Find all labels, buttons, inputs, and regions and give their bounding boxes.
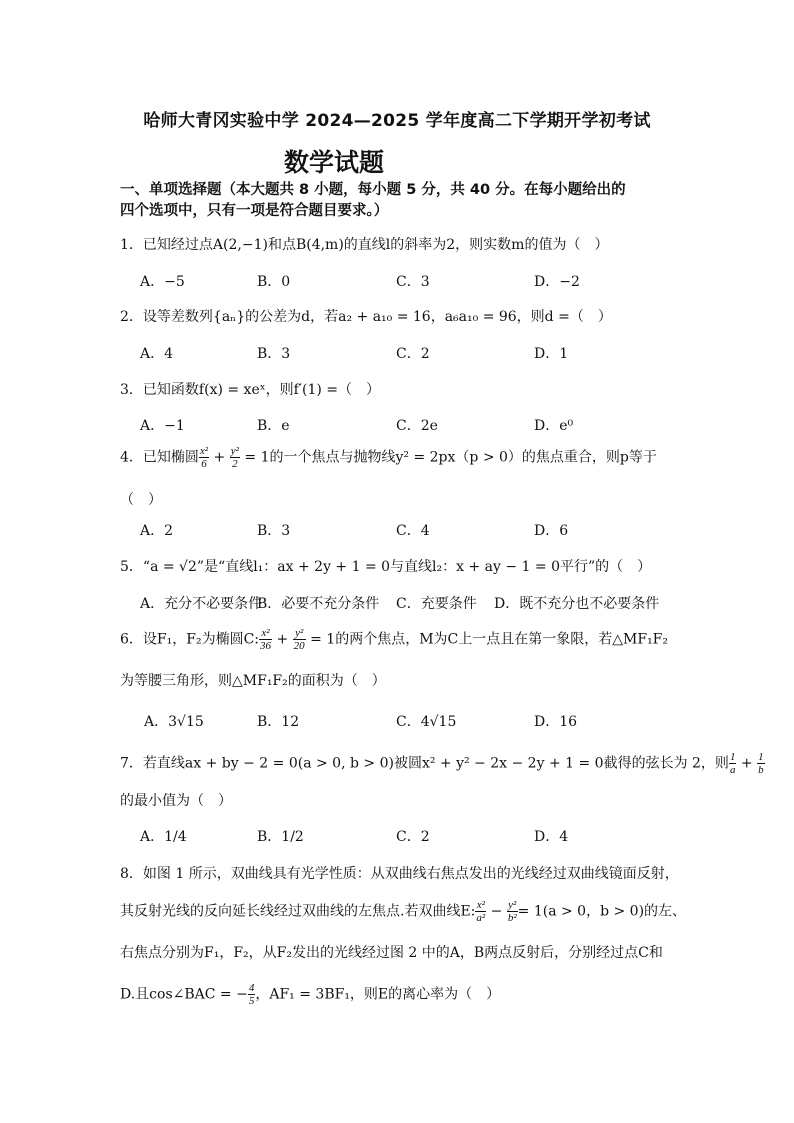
section-heading-line-1: 一、单项选择题（本大题共 8 小题，每小题 5 分，共 40 分。在每小题给出的: [120, 182, 626, 198]
question-6-number: 6．: [120, 631, 143, 648]
question-3-number: 3．: [120, 382, 143, 398]
question-4-text-a: 已知椭圆: [142, 449, 199, 466]
question-1-number: 1．: [120, 237, 143, 253]
ellipse-y-term: $\frac{\text{y²}}{2}$: [230, 445, 239, 470]
q5-option-b: B．必要不充分条件: [257, 596, 380, 612]
ellipse-c-x-term: $\frac{\text{x²}}{36}$: [260, 627, 272, 652]
q3-option-c: C．2e: [396, 418, 438, 434]
q1-option-a: A．−5: [140, 274, 185, 290]
question-6-continued: 为等腰三角形，则△MF₁F₂的面积为（ ）: [120, 673, 386, 689]
question-8-text-d2: ，AF₁ = 3BF₁，则E的离心率为（ ）: [255, 986, 501, 1003]
question-6-text-a: 设F₁，F₂为椭圆C:: [142, 631, 260, 648]
question-5-text: “a = √2”是“直线l₁：ax + 2y + 1 = 0与直线l₂：x + ay − 1 = 0平行”的（ ）: [142, 559, 652, 575]
question-8-number: 8．: [120, 866, 143, 882]
q4-option-c: C．4: [396, 523, 430, 539]
hyperbola-y-term: $\frac{\text{y²}}{\text{b²}}$: [507, 899, 517, 924]
section-heading: [120, 180, 680, 222]
question-5: [120, 556, 651, 576]
question-4: 4．已知椭圆 $\frac{\text{x²}}{6}$ + $\frac{\text{y²}}{2}$ = 1的一个焦点与抛物线y² = 2px（p > 0）的焦点重合，则p等于: [120, 445, 657, 470]
question-6: 6．设F₁，F₂为椭圆C: $\frac{\text{x²}}{36}$ + $\frac{\text{y²}}{20}$ = 1的两个焦点，M为C上一点且在第一象限，若△MF₁F₂: [120, 627, 669, 652]
question-2-number: 2．: [120, 309, 143, 325]
q6-option-c: C．4√15: [396, 714, 457, 730]
q4-option-d: D．6: [534, 523, 569, 539]
q2-option-c: C．2: [396, 346, 430, 362]
q6-option-d: D．16: [534, 714, 578, 730]
question-8-line-2: 其反射光线的反向延长线经过双曲线的左焦点.若双曲线E: $\frac{\text{x²}}{\text{a²}}$ − $\frac{\text{y²}}{\text{b²}}$ = 1(a > 0，b > 0)的左、: [120, 899, 687, 924]
ellipse-x-term: $\frac{\text{x²}}{6}$: [199, 445, 209, 470]
question-4-number: 4．: [120, 449, 143, 466]
question-3: [120, 379, 380, 399]
question-5-number: 5．: [120, 559, 143, 575]
subject-title: 数学试题: [283, 148, 384, 177]
q7-option-b: B．1/2: [257, 829, 304, 845]
question-8-text-d: D.且cos∠BAC = −: [120, 986, 248, 1003]
question-7: 7．若直线ax + by − 2 = 0(a > 0, b > 0)被圆x² + y² − 2x − 2y + 1 = 0截得的弦长为 2，则 $\frac{1}{a}$ + $\frac{1}{b}$: [120, 751, 764, 776]
question-7-number: 7．: [120, 755, 143, 772]
q7-option-c: C．2: [396, 829, 430, 845]
q5-option-a: A．充分不必要条件: [140, 596, 263, 612]
question-8-text-b2: = 1(a > 0，b > 0)的左、: [517, 903, 687, 920]
q3-option-d: D．e⁰: [534, 418, 574, 434]
q6-option-a: A．3√15: [144, 714, 204, 730]
question-2: [120, 306, 612, 326]
q4-option-b: B．3: [257, 523, 291, 539]
q1-option-d: D．−2: [534, 274, 580, 290]
question-7-text-a: 若直线ax + by − 2 = 0(a > 0, b > 0)被圆x² + y² − 2x − 2y + 1 = 0截得的弦长为 2，则: [142, 755, 729, 772]
reciprocal-b: $\frac{1}{b}$: [758, 751, 764, 776]
question-1: [120, 234, 608, 254]
section-heading-line-2: 四个选项中，只有一项是符合题目要求。）: [120, 203, 389, 219]
q2-option-b: B．3: [257, 346, 291, 362]
cos-fraction: $\frac{4}{5}$: [248, 982, 255, 1007]
exam-title: 哈师大青冈实验中学 2024—2025 学年度高二下学期开学初考试: [143, 111, 651, 131]
question-3-text: 已知函数f(x) = xeˣ，则f′(1) =（ ）: [142, 382, 381, 398]
question-7-continued: 的最小值为（ ）: [120, 793, 232, 809]
q5-option-c: C．充要条件: [396, 596, 477, 612]
question-2-text: 设等差数列{aₙ}的公差为d，若a₂ + a₁₀ = 16，a₆a₁₀ = 96，则d =（ ）: [142, 309, 612, 325]
question-4-text-b: 的一个焦点与抛物线y² = 2px（p > 0）的焦点重合，则p等于: [269, 449, 657, 466]
q2-option-a: A．4: [140, 346, 174, 362]
ellipse-c-y-term: $\frac{\text{y²}}{20}$: [293, 627, 305, 652]
question-8-text-a: 如图 1 所示，双曲线具有光学性质：从双曲线右焦点发出的光线经过双曲线镜面反射，: [142, 866, 679, 882]
question-4-continued: （ ）: [120, 492, 162, 508]
q1-option-b: B．0: [257, 274, 291, 290]
q2-option-d: D．1: [534, 346, 569, 362]
q6-option-b: B．12: [257, 714, 300, 730]
q3-option-a: A．−1: [140, 418, 185, 434]
hyperbola-x-term: $\frac{\text{x²}}{\text{a²}}$: [476, 899, 486, 924]
question-6-text-b: 的两个焦点，M为C上一点且在第一象限，若△MF₁F₂: [335, 631, 669, 648]
question-8-line-3: 右焦点分别为F₁，F₂，从F₂发出的光线经过图 2 中的A，B两点反射后，分别经过点C和: [120, 945, 663, 961]
question-1-text: 已知经过点A(2,−1)和点B(4,m)的直线l的斜率为2，则实数m的值为（ ）: [142, 237, 609, 253]
q7-option-a: A．1/4: [140, 829, 187, 845]
q1-option-c: C．3: [396, 274, 430, 290]
q5-option-d: D．既不充分也不必要条件: [494, 596, 660, 612]
q4-option-a: A．2: [140, 523, 174, 539]
reciprocal-a: $\frac{1}{a}$: [729, 751, 736, 776]
question-8: [120, 863, 679, 883]
q3-option-b: B．e: [257, 418, 290, 434]
q7-option-d: D．4: [534, 829, 569, 845]
question-8-text-b: 其反射光线的反向延长线经过双曲线的左焦点.若双曲线E:: [120, 903, 476, 920]
question-8-line-4: [120, 982, 500, 1007]
